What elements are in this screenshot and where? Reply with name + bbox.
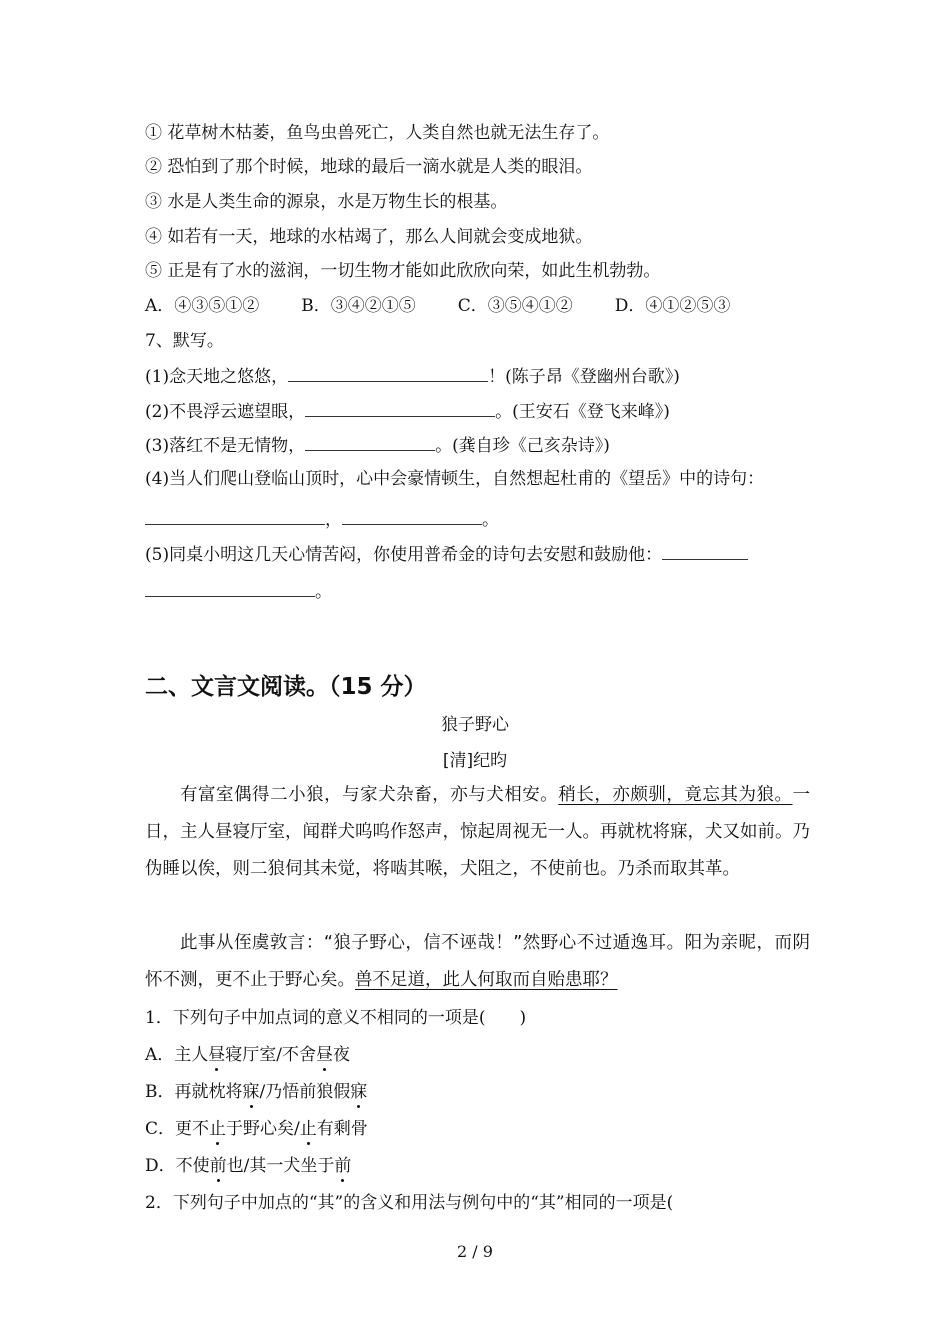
q7-item-2-prompt: (2)不畏浮云遮望眼， <box>145 402 306 422</box>
dotted-word: 寐 <box>350 1082 368 1102</box>
q1-option-b[interactable]: B．再就枕将寐/乃悟前狼假寐 <box>145 1082 368 1102</box>
dotted-word: 止 <box>299 1119 317 1139</box>
q7-item-4-answers <box>145 506 499 532</box>
q7-item-4: (4)当人们爬山登临山顶时，心中会豪情顿生，自然想起杜甫的《望岳》中的诗句： <box>145 469 765 489</box>
question-6-options <box>145 294 730 318</box>
question-1-stem: 1．下列句子中加点词的意义不相同的一项是( ) <box>145 1008 527 1028</box>
q7-item-4-end: 。 <box>482 510 499 530</box>
q7-item-1-prompt: (1)念天地之悠悠， <box>145 367 289 387</box>
sentence-3: ③ 水是人类生命的源泉，水是万物生长的根基。 <box>145 192 508 212</box>
p1-text-b: 一日，主人昼寝厅室，闻群犬呜呜作怒声，惊起周视无一人。再就枕将寐，犬又如前。乃伪睡以俟，则二狼伺其未觉，将啮其喉，犬阻之，不使前也。乃杀而取其革。 <box>145 785 811 879</box>
sentence-4: ④ 如若有一天，地球的水枯竭了，那么人间就会变成地狱。 <box>145 227 593 247</box>
page-number: 2 / 9 <box>457 1242 493 1261</box>
answer-blank-1[interactable] <box>288 363 488 382</box>
p1-text-a: 有富室偶得二小狼，与家犬杂畜，亦与犬相安。 <box>180 785 559 805</box>
option-a[interactable]: A．④③⑤①② <box>145 296 260 316</box>
dotted-word: 昼 <box>316 1045 334 1065</box>
q1-option-d[interactable]: D．不使前也/其一犬坐于前 <box>145 1156 352 1176</box>
question-7-title: 7、默写。 <box>145 331 224 351</box>
p2-text-a: 此事从侄虞敦言：“狼子野心，信不诬哉！”然野心不过遁逸耳。阳为亲昵，而阴怀不测，更不止于野心矣。 <box>145 933 810 990</box>
section-heading: 二、文言文阅读。（15 分） <box>145 674 427 700</box>
answer-blank-3[interactable] <box>305 432 435 451</box>
q7-item-4-separator: ， <box>325 510 342 530</box>
option-c[interactable]: C．③⑤④①② <box>457 296 573 316</box>
passage-paragraph-2 <box>145 925 810 999</box>
answer-blank-5a[interactable] <box>662 541 748 560</box>
sentence-1: ① 花草树木枯萎，鱼鸟虫兽死亡，人类自然也就无法生存了。 <box>145 123 610 143</box>
option-b[interactable]: B．③④②①⑤ <box>301 296 416 316</box>
q7-item-2 <box>145 398 670 424</box>
q7-item-5-prompt: (5)同桌小明这几天心情苦闷，你使用普希金的诗句去安慰和鼓励他： <box>145 545 663 565</box>
passage-author: [清]纪昀 <box>442 751 508 771</box>
answer-blank-5b[interactable] <box>145 578 315 597</box>
q7-item-1-source: ！(陈子昂《登幽州台歌》) <box>488 367 680 387</box>
option-d[interactable]: D．④①②⑤③ <box>614 296 731 316</box>
q7-item-1 <box>145 363 680 389</box>
p2-underlined: 兽不足道，此人何取而自贻患耶？ <box>355 970 618 990</box>
dotted-word: 前 <box>209 1156 227 1176</box>
p1-underlined: 稍长，亦颇驯，竟忘其为狼。 <box>558 785 793 805</box>
q7-item-5-end: 。 <box>315 582 332 602</box>
dotted-word: 前 <box>334 1156 352 1176</box>
answer-blank-2[interactable] <box>305 398 495 417</box>
q7-item-5-continued <box>145 578 332 604</box>
dotted-word: 昼 <box>208 1045 226 1065</box>
answer-blank-4a[interactable] <box>145 506 325 525</box>
dotted-word: 止 <box>209 1119 227 1139</box>
q7-item-2-source: 。(王安石《登飞来峰》) <box>495 402 670 422</box>
q7-item-3-prompt: (3)落红不是无情物， <box>145 436 306 456</box>
passage-paragraph-1 <box>145 777 810 888</box>
sentence-5: ⑤ 正是有了水的滋润，一切生物才能如此欣欣向荣，如此生机勃勃。 <box>145 261 661 281</box>
q1-option-a[interactable]: A．主人昼寝厅室/不舍昼夜 <box>145 1045 351 1065</box>
question-2-stem: 2．下列句子中加点的“其”的含义和用法与例句中的“其”相同的一项是( <box>145 1193 674 1213</box>
q1-option-c[interactable]: C．更不止于野心矣/止有剩骨 <box>145 1119 368 1139</box>
passage-title: 狼子野心 <box>441 715 509 735</box>
dotted-word: 寐 <box>242 1082 260 1102</box>
q7-item-3-source: 。(龚自珍《己亥杂诗》) <box>435 436 610 456</box>
answer-blank-4b[interactable] <box>342 506 482 525</box>
q7-item-3 <box>145 432 610 458</box>
q7-item-5 <box>145 541 748 567</box>
sentence-2: ② 恐怕到了那个时候，地球的最后一滴水就是人类的眼泪。 <box>145 157 593 177</box>
